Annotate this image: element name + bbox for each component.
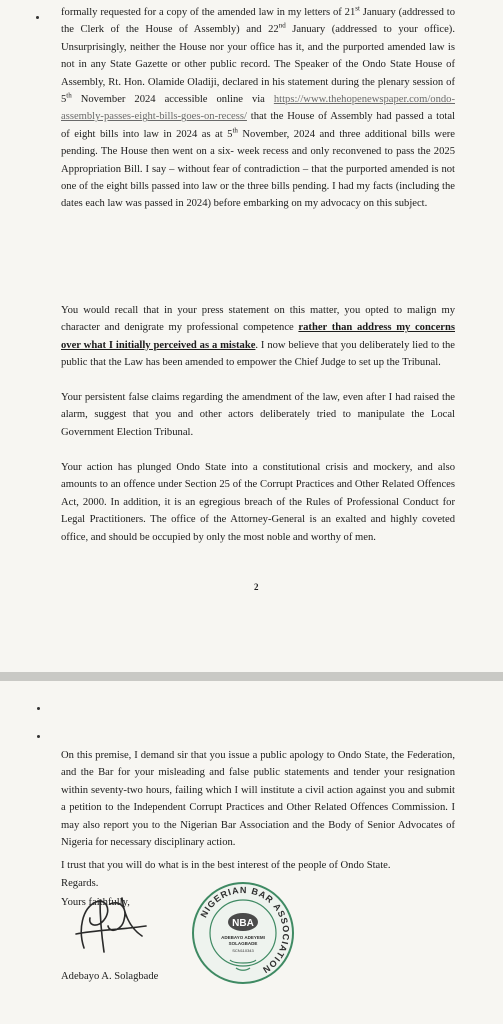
paragraph-press-statement: You would recall that in your press statement on this matter, you opted to malign my character and denigrate my professional competence rather than address my concerns over what I initially perceived as a mistake. I now believe that you deliberately lied to the public that the Law has been amended to empower the Chief Judge to set up the Tribunal.: [61, 305, 456, 369]
regards: Regards.: [61, 878, 99, 889]
handwritten-signature: [70, 890, 150, 962]
paragraph-amended-law: formally requested for a copy of the amended law in my letters of 21st January (addressed to the Clerk of the House of Assembly) and 22nd January (addressed to your office). Unsurprisingly, neither the House nor your office has it, and the purported amended law is not in any State Gazette or other public record. The Speaker of the Ondo State House of Assembly, Rt. Hon. Olamide Oladiji, declared in his statement during the plenary session of 5th November 2024 accessible online via https://www.thehopenewspaper.com/ondo-assembly-passes-eight-bills-goes-on-recess/ that the House of Assembly had passed a total of eight bills into law in 2024 as at 5th November, 2024 and three additional bills were pending. The House then went on a six- week recess and only reconvened to pass the 2025 Appropriation Bill. I say – without fear of contradiction – that the purported amended is not one of the eight bills passed into law or the three bills pending. I had my facts (including the dates each law was passed in 2024) before embarking on my advocacy on this subject.: [61, 4, 455, 210]
paragraph-false-claims: Your persistent false claims regarding the amendment of the law, even after I had raised the alarm, suggest that you and other actors deliberately tried to manipulate the Local Government Election Tribunal.: [61, 392, 455, 438]
punch-mark: [37, 707, 40, 710]
yours-faithfully: Yours faithfully,: [61, 897, 130, 908]
paragraph-trust: I trust that you will do what is in the best interest of the people of Ondo State.: [61, 860, 391, 871]
svg-text:SCN110343: SCN110343: [232, 948, 254, 953]
page-number: 2: [254, 582, 259, 592]
paragraph-demand: On this premise, I demand sir that you issue a public apology to Ondo State, the Federation, and the Bar for your misleading and false public statements and tender your resignation within seventy-two hours, failing which I will institute a civil action against you and submit a petition to the Independent Corrupt Practices and Other Related Offences Commission. I may also report you to the Nigerian Bar Association and the Body of Senior Advocates of Nigeria for necessary disciplinary action.: [61, 750, 455, 849]
svg-text:SOLAGBADE: SOLAGBADE: [228, 941, 258, 946]
svg-text:ADEBAYO ADEYEMI: ADEBAYO ADEYEMI: [221, 935, 265, 940]
page-gap: [0, 672, 503, 681]
underlined-phrase: rather than address my concerns over what I initially perceived as a mistake: [61, 322, 455, 351]
signatory-name: Adebayo A. Solagbade: [61, 971, 159, 982]
nba-seal-stamp: [190, 880, 296, 986]
punch-mark: [36, 16, 39, 19]
paragraph-constitutional-crisis: Your action has plunged Ondo State into a constitutional crisis and mockery, and also amounts to an offence under Section 25 of the Corrupt Practices and Other Related Offences Act, 2000. In addition, it is an egregious breach of the Rules of Professional Conduct for Legal Practitioners. The office of the Attorney-General is an exalted and highly coveted office, and should be occupied by only the most noble and worthy of men.: [61, 462, 455, 543]
punch-mark: [37, 735, 40, 738]
svg-text:NBA: NBA: [232, 918, 254, 929]
hope-newspaper-link[interactable]: https://www.thehopenewspaper.com/ondo-assembly-passes-eight-bills-goes-on-recess/: [61, 94, 455, 123]
seal-ring-text: NIGERIAN BAR ASSOCIATION: [198, 884, 292, 976]
